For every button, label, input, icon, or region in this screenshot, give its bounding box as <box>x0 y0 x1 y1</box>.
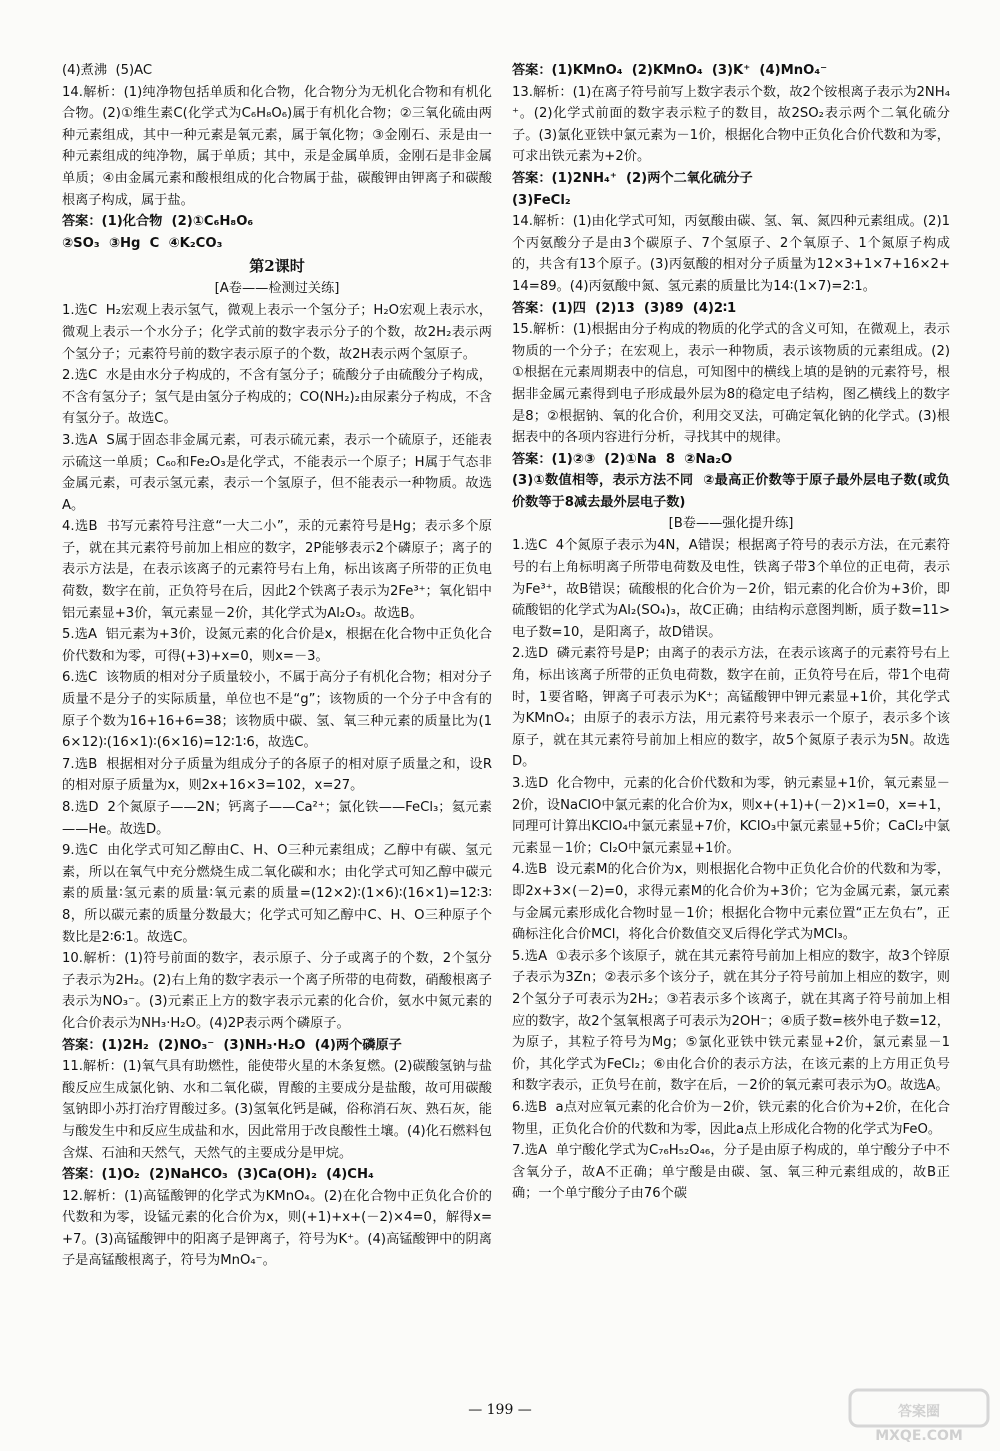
right-answer: 答案：(1)2NH₄⁺ (2)两个二氧化硫分子 <box>512 170 753 186</box>
right-answer: (3)①数值相等，表示方法不同 ②最高正价数等于原子最外层电子数(或负价数等于8减去最外层电子数) <box>512 473 950 510</box>
left-paragraph: 12.解析：(1)高锰酸钾的化学式为KMnO₄。(2)在化合物中正负化合价的代数和为零，设锰元素的化合价为x，则(+1)+x+(－2)×4=0，解得x=+7。(3)高锰酸钾中的阳离子是钾离子，符号为K⁺。(4)高锰酸钾中的阴离子是高锰酸根离子，符号为MnO₄⁻。 <box>62 1188 492 1269</box>
watermark-logo <box>846 1386 992 1444</box>
right-answer: (3)FeCl₂ <box>512 192 571 208</box>
right-section-subtitle: [B卷——强化提升练] <box>668 516 794 532</box>
right-paragraph: 6.选B a点对应氧元素的化合价为－2价，铁元素的化合价为+2价，在化合物里，正负化合价的代数和为零，因此a点上形成化合物的化学式为FeO。 <box>512 1099 950 1137</box>
left-paragraph: 6.选C 该物质的相对分子质量较小，不属于高分子有机化合物；相对分子质量不是分子的实际质量，单位也不是“g”；该物质的一个分子中含有的原子个数为16+16+6=38；该物质中碳、氢、氧三种元素的质量比为(16×12)∶(16×1)∶(6×16)=12∶1∶6，故选C。 <box>62 670 492 751</box>
right-answer: 答案：(1)四 (2)13 (3)89 (4)2∶1 <box>512 300 737 316</box>
right-paragraph: 2.选D 磷元素符号是P；由离子的表示方法，在表示该离子的元素符号右上角，标出该离子所带的正负电荷数，数字在前，正负符号在后，带1个电荷时，1要省略，钾离子可表示为K⁺；高锰酸钾中钾元素显+1价，其化学式为KMnO₄；由原子的表示方法，用元素符号来表示一个原子，表示多个该原子，就在其元素符号前加上相应的数字，故5个氮原子表示为5N。故选D。 <box>512 646 950 770</box>
left-paragraph: 2.选C 水是由水分子构成的，不含有氢分子；硫酸分子由硫酸分子构成，不含有氢分子；氢气是由氢分子构成的；CO(NH₂)₂由尿素分子构成，不含有氢分子。故选C。 <box>62 368 492 427</box>
left-paragraph: 1.选C H₂宏观上表示氢气，微观上表示一个氢分子；H₂O宏观上表示水，微观上表示一个水分子；化学式前的数字表示分子的个数，故2H₂表示两个氢分子；元素符号前的数字表示原子的个数，故2H表示两个氢原子。 <box>62 303 492 362</box>
left-section-title: 第2课时 <box>249 257 305 276</box>
right-paragraph: 7.选A 单宁酸化学式为C₇₆H₅₂O₄₆，分子是由原子构成的，单宁酸分子中不含氧分子，故A不正确；单宁酸是由碳、氢、氧三种元素组成的，故B正确；一个单宁酸分子由76个碳 <box>512 1143 950 1202</box>
left-answer: 答案：(1)2H₂ (2)NO₃⁻ (3)NH₃·H₂O (4)两个磷原子 <box>62 1037 402 1053</box>
left-paragraph: 3.选A S属于固态非金属元素，可表示硫元素，表示一个硫原子，还能表示硫这一单质；C₆₀和Fe₂O₃是化学式，不能表示一个原子；H属于气态非金属元素，可表示氢元素，表示一个氢原子，但不能表示一种物质。故选A。 <box>62 432 492 513</box>
right-answer: 答案：(1)②③ (2)①Na 8 ②Na₂O <box>512 451 733 467</box>
left-paragraph: 4.选B 书写元素符号注意“一大二小”，汞的元素符号是Hg；表示多个原子，就在其元素符号前加上相应的数字，2P能够表示2个磷原子；离子的表示方法是，在表示该离子的元素符号右上角，标出该离子所带的正负电荷数，数字在前，正负符号在后，因此2个铁离子表示为2Fe³⁺；氧化铝中铝元素显+3价，氧元素显－2价，其化学式为Al₂O₃。故选B。 <box>62 519 492 621</box>
right-paragraph: 3.选D 化合物中，元素的化合价代数和为零，钠元素显+1价，氧元素显－2价，设NaClO中氯元素的化合价为x，则x+(+1)+(－2)×1=0，x=+1，同理可计算出KClO₄中氯元素显+7价，KClO₃中氯元素显+5价；CaCl₂中氯元素显－1价；Cl₂O中氯元素显+1价。 <box>512 776 950 856</box>
right-column <box>512 60 950 1205</box>
right-paragraph: 15.解析：(1)根据由分子构成的物质的化学式的含义可知，在微观上，表示物质的一个分子；在宏观上，表示一种物质，表示该物质的元素组成。(2)①根据在元素周期表中的信息，可知图中的横线上填的是钠的元素符号，根据非金属元素得到电子形成最外层为8的稳定电子结构，图乙横线上的数字是8；②根据钠、氧的化合价，利用交叉法，可确定氧化钠的化学式。(3)根据表中的各项内容进行分析，寻找其中的规律。 <box>512 322 950 446</box>
right-paragraph: 1.选C 4个氮原子表示为4N，A错误；根据离子符号的表示方法，在元素符号的右上角标明离子所带电荷数及电性，铁离子带3个单位的正电荷，表示为Fe³⁺，故B错误；硫酸根的化合价为－2价，铝元素的化合价为+3价，即硫酸铝的化学式为Al₂(SO₄)₃，故C正确；由结构示意图判断，质子数=11>电子数=10，是阳离子，故D错误。 <box>512 538 950 640</box>
left-answer: ②SO₃ ③Hg C ④K₂CO₃ <box>62 235 223 251</box>
left-paragraph: 10.解析：(1)符号前面的数字，表示原子、分子或离子的个数，2个氢分子表示为2H₂。(2)右上角的数字表示一个离子所带的电荷数，硝酸根离子表示为NO₃⁻。(3)元素正上方的数字表示元素的化合价，氨水中氮元素的化合价表示为NH₃·H₂O。(4)2P表示两个磷原子。 <box>62 951 492 1031</box>
left-section-subtitle: [A卷——检测过关练] <box>214 281 340 297</box>
right-paragraph: 13.解析：(1)在离子符号前写上数字表示个数，故2个铵根离子表示为2NH₄⁺。(2)化学式前面的数字表示粒子的数目，故2SO₂表示两个二氧化硫分子。(3)氯化亚铁中氯元素为－1价，根据化合物中正负化合价代数和为零，可求出铁元素为+2价。 <box>512 84 950 165</box>
right-paragraph: 5.选A ①表示多个该原子，就在其元素符号前加上相应的数字，故3个锌原子表示为3Zn；②表示多个该分子，就在其分子符号前加上相应的数字，则2个氢分子可表示为2H₂；③若表示多个该离子，就在其离子符号前加上相应的数字，故2个氢氧根离子可表示为2OH⁻；④质子数=核外电子数=12，为原子，其粒子符号为Mg；⑤氯化亚铁中铁元素显+2价，氯元素显－1价，其化学式为FeCl₂；⑥由化合价的表示方法，在该元素的上方用正负号和数字表示，正负号在前，数字在后，－2价的氧元素可表示为O。故选A。 <box>512 948 950 1094</box>
right-paragraph: 4.选B 设元素M的化合价为x，则根据化合物中正负化合价的代数和为零，即2x+3×(－2)=0，求得元素M的化合价为+3价；它为金属元素，氯元素与金属元素形成化合物时显－1价；根据化合物中元素位置“正左负右”，正确标注化合价MCl，将化合价数值交叉后得化学式为MCl₃。 <box>512 862 950 943</box>
left-paragraph: 11.解析：(1)氧气具有助燃性，能使带火星的木条复燃。(2)碳酸氢钠与盐酸反应生成氯化钠、水和二氧化碳，胃酸的主要成分是盐酸，故可用碳酸氢钠即小苏打治疗胃酸过多。(3)氢氧化钙是碱，俗称消石灰、熟石灰，能与酸发生中和反应生成盐和水，因此常用于改良酸性土壤。(4)化石燃料包含煤、石油和天然气，天然气的主要成分是甲烷。 <box>62 1059 492 1161</box>
left-paragraph: 8.选D 2个氮原子——2N；钙离子——Ca²⁺；氯化铁——FeCl₃；氦元素——He。故选D。 <box>62 800 492 837</box>
left-paragraph: 5.选A 铝元素为+3价，设氮元素的化合价是x，根据在化合物中正负化合价代数和为零，可得(+3)+x=0，则x=－3。 <box>62 627 492 664</box>
watermark-text: 答案圈 <box>898 1404 940 1420</box>
page-number: — 199 — <box>468 1402 532 1418</box>
left-answer: 答案：(1)O₂ (2)NaHCO₃ (3)Ca(OH)₂ (4)CH₄ <box>62 1167 374 1183</box>
left-paragraph: (4)煮沸 (5)AC <box>62 63 153 78</box>
left-column <box>62 60 492 1272</box>
left-paragraph: 7.选B 根据相对分子质量为组成分子的各原子的相对原子质量之和，设R的相对原子质量为x，则2x+16×3=102，x=27。 <box>62 756 492 794</box>
left-answer: 答案：(1)化合物 (2)①C₆H₈O₆ <box>62 214 254 230</box>
watermark-url: MXQE.COM <box>875 1428 963 1444</box>
left-paragraph: 9.选C 由化学式可知乙醇由C、H、O三种元素组成；乙醇中有碳、氢元素，所以在氧气中充分燃烧生成二氧化碳和水；由化学式可知乙醇中碳元素的质量∶氢元素的质量∶氧元素的质量=(12×2)∶(1×6)∶(16×1)=12∶3∶8，所以碳元素的质量分数最大；化学式可知乙醇中C、H、O三种原子个数比是2∶6∶1。故选C。 <box>62 843 492 945</box>
right-paragraph: 14.解析：(1)由化学式可知，丙氨酸由碳、氢、氧、氮四种元素组成。(2)1个丙氨酸分子是由3个碳原子、7个氢原子、2个氧原子、1个氮原子构成的，共含有13个原子。(3)丙氨酸的相对分子质量为12×3+1×7+16×2+14=89。(4)丙氨酸中氮、氢元素的质量比为14∶(1×7)=2∶1。 <box>512 214 950 294</box>
left-paragraph: 14.解析：(1)纯净物包括单质和化合物，化合物分为无机化合物和有机化合物。(2)①维生素C(化学式为C₆H₈O₆)属于有机化合物；②三氧化硫由两种元素组成，其中一种元素是氧元素，属于氧化物；③金刚石、汞是由一种元素组成的纯净物，属于单质；其中，汞是金属单质，金刚石是非金属单质；④由金属元素和酸根组成的化合物属于盐，碳酸钾由钾离子和碳酸根离子构成，属于盐。 <box>62 84 492 208</box>
right-answer: 答案：(1)KMnO₄ (2)KMnO₄ (3)K⁺ (4)MnO₄⁻ <box>512 63 828 78</box>
